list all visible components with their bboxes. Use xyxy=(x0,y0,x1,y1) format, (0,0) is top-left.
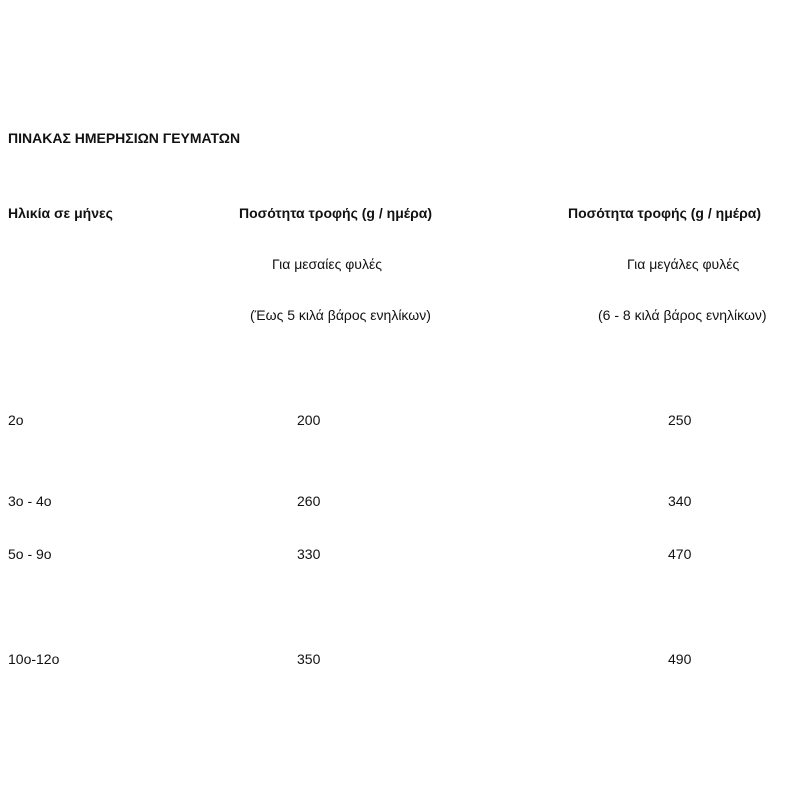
header-large-breed: Για μεγάλες φυλές xyxy=(627,256,740,272)
row-large-value: 490 xyxy=(668,651,692,667)
header-large-title: Ποσότητα τροφής (g / ημέρα) xyxy=(568,205,761,221)
row-medium-value: 330 xyxy=(297,546,321,562)
row-large-value: 250 xyxy=(668,412,692,428)
row-large-value: 340 xyxy=(668,493,692,509)
header-large-weight: (6 - 8 κιλά βάρος ενηλίκων) xyxy=(598,307,767,323)
row-medium-value: 350 xyxy=(297,651,321,667)
row-medium-value: 200 xyxy=(297,412,321,428)
header-medium-weight: (Έως 5 κιλά βάρος ενηλίκων) xyxy=(250,307,431,323)
header-medium-breed: Για μεσαίες φυλές xyxy=(272,256,382,272)
header-age: Ηλικία σε μήνες xyxy=(8,205,113,221)
header-medium-title: Ποσότητα τροφής (g / ημέρα) xyxy=(239,205,432,221)
row-age: 2ο xyxy=(8,412,24,428)
page-title: ΠΙΝΑΚΑΣ ΗΜΕΡΗΣΙΩΝ ΓΕΥΜΑΤΩΝ xyxy=(8,130,241,146)
row-large-value: 470 xyxy=(668,546,692,562)
row-age: 3ο - 4ο xyxy=(8,493,52,509)
row-medium-value: 260 xyxy=(297,493,321,509)
row-age: 10ο-12ο xyxy=(8,651,60,667)
row-age: 5ο - 9ο xyxy=(8,546,52,562)
